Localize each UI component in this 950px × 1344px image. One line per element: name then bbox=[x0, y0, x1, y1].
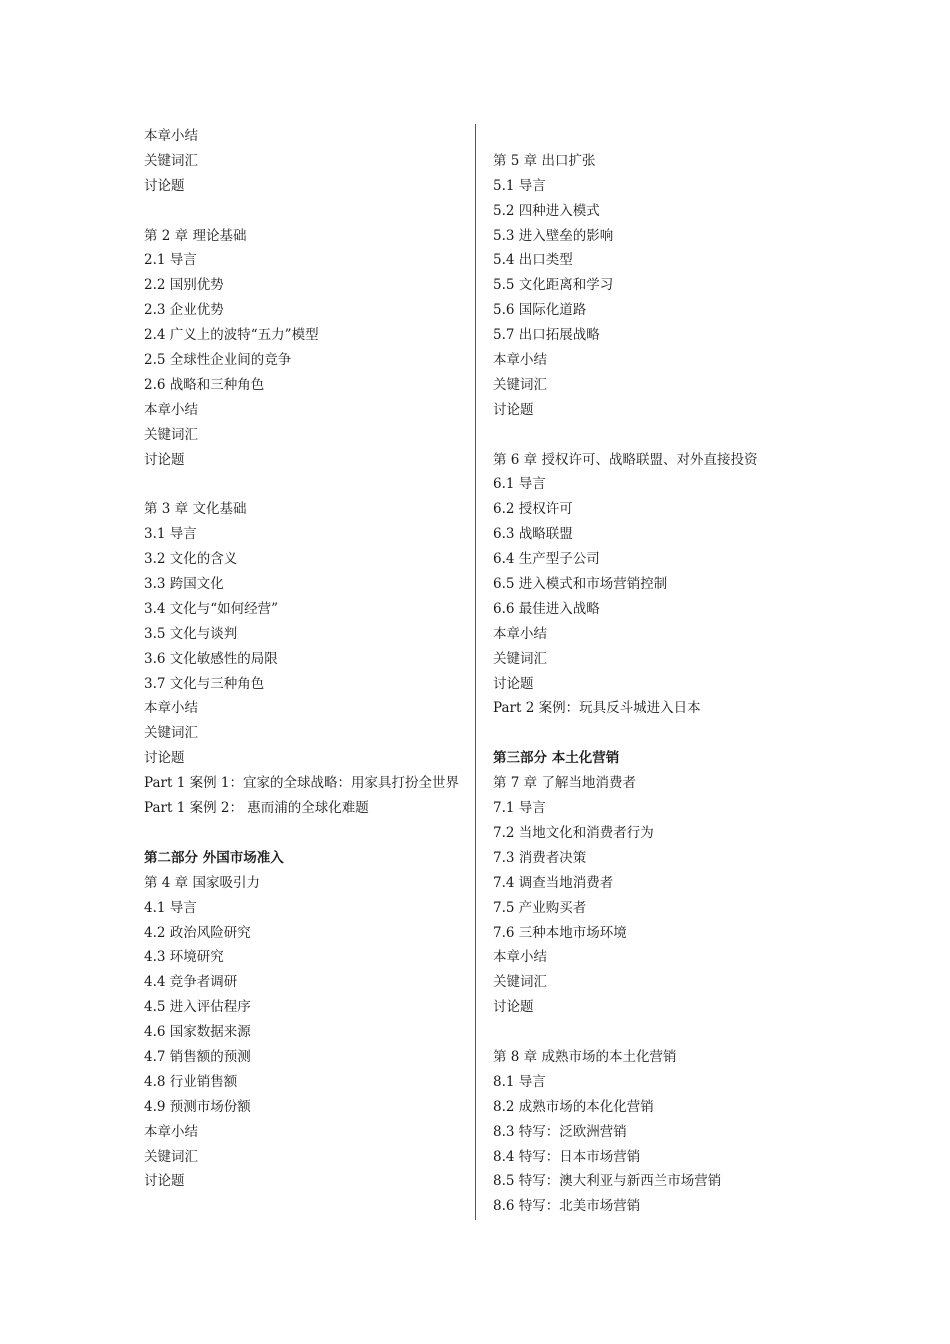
toc-entry: Part 1 案例 2： 惠而浦的全球化难题 bbox=[144, 800, 369, 817]
toc-entry: 8.3 特写：泛欧洲营销 bbox=[493, 1123, 627, 1140]
toc-entry: 6.6 最佳进入战略 bbox=[493, 600, 600, 617]
toc-entry: 5.3 进入壁垒的影响 bbox=[493, 227, 614, 244]
toc-entry: 5.1 导言 bbox=[493, 177, 546, 194]
toc-entry: 6.1 导言 bbox=[493, 476, 546, 493]
part-heading: 第二部分 外国市场准入 bbox=[144, 849, 284, 866]
toc-right-column bbox=[493, 124, 813, 1219]
blank-line bbox=[493, 721, 813, 746]
toc-entry: 4.7 销售额的预测 bbox=[144, 1048, 251, 1065]
toc-entry: 讨论题 bbox=[493, 999, 534, 1016]
toc-entry: 4.9 预测市场份额 bbox=[144, 1098, 251, 1115]
toc-entry: 7.4 调查当地消费者 bbox=[493, 874, 614, 891]
toc-entry: 本章小结 bbox=[493, 352, 547, 369]
toc-entry: 讨论题 bbox=[144, 750, 185, 767]
toc-entry: 3.4 文化与“如何经营” bbox=[144, 600, 279, 617]
toc-entry: 8.1 导言 bbox=[493, 1073, 546, 1090]
toc-entry: 4.3 环境研究 bbox=[144, 949, 224, 966]
blank-line bbox=[144, 821, 462, 846]
column-divider bbox=[475, 124, 476, 1220]
blank-line bbox=[493, 124, 813, 149]
toc-entry: 2.3 企业优势 bbox=[144, 302, 224, 319]
toc-entry: Part 2 案例：玩具反斗城进入日本 bbox=[493, 700, 701, 717]
toc-entry: 讨论题 bbox=[493, 675, 534, 692]
toc-entry: 5.5 文化距离和学习 bbox=[493, 277, 614, 294]
toc-entry: 6.4 生产型子公司 bbox=[493, 551, 600, 568]
toc-entry: 7.6 三种本地市场环境 bbox=[493, 924, 627, 941]
toc-entry: 5.7 出口拓展战略 bbox=[493, 327, 600, 344]
toc-left-column bbox=[144, 124, 462, 1194]
chapter-heading: 第 6 章 授权许可、战略联盟、对外直接投资 bbox=[493, 451, 758, 468]
toc-entry: 关键词汇 bbox=[144, 1148, 198, 1165]
toc-entry: 7.5 产业购买者 bbox=[493, 899, 587, 916]
toc-entry: 讨论题 bbox=[144, 177, 185, 194]
toc-entry: 讨论题 bbox=[144, 451, 185, 468]
toc-entry: 6.3 战略联盟 bbox=[493, 526, 573, 543]
toc-entry: 3.6 文化敏感性的局限 bbox=[144, 650, 278, 667]
chapter-heading: 第 2 章 理论基础 bbox=[144, 227, 247, 244]
toc-entry: 本章小结 bbox=[493, 949, 547, 966]
toc-entry: 本章小结 bbox=[144, 700, 198, 717]
toc-entry: 关键词汇 bbox=[493, 376, 547, 393]
toc-entry: 3.5 文化与谈判 bbox=[144, 625, 238, 642]
toc-entry: 本章小结 bbox=[493, 625, 547, 642]
part-heading: 第三部分 本土化营销 bbox=[493, 750, 620, 767]
toc-entry: 本章小结 bbox=[144, 401, 198, 418]
toc-entry: 3.2 文化的含义 bbox=[144, 551, 238, 568]
blank-line bbox=[493, 423, 813, 448]
toc-entry: 关键词汇 bbox=[144, 152, 198, 169]
toc-entry: 2.1 导言 bbox=[144, 252, 197, 269]
toc-entry: 3.3 跨国文化 bbox=[144, 576, 224, 593]
toc-entry: 8.2 成熟市场的本化化营销 bbox=[493, 1098, 654, 1115]
toc-entry: 2.6 战略和三种角色 bbox=[144, 376, 265, 393]
toc-entry: 7.3 消费者决策 bbox=[493, 849, 587, 866]
toc-entry: 5.6 国际化道路 bbox=[493, 302, 587, 319]
chapter-heading: 第 8 章 成熟市场的本土化营销 bbox=[493, 1048, 677, 1065]
blank-line bbox=[144, 472, 462, 497]
chapter-heading: 第 3 章 文化基础 bbox=[144, 501, 247, 518]
toc-entry: 8.5 特写：澳大利亚与新西兰市场营销 bbox=[493, 1173, 722, 1190]
blank-line bbox=[493, 1020, 813, 1045]
toc-entry: 5.4 出口类型 bbox=[493, 252, 573, 269]
toc-entry: 2.2 国别优势 bbox=[144, 277, 224, 294]
toc-entry: 关键词汇 bbox=[144, 426, 198, 443]
toc-entry: 4.8 行业销售额 bbox=[144, 1073, 238, 1090]
toc-entry: 本章小结 bbox=[144, 1123, 198, 1140]
toc-entry: 讨论题 bbox=[144, 1173, 185, 1190]
toc-entry: 讨论题 bbox=[493, 401, 534, 418]
toc-entry: 3.7 文化与三种角色 bbox=[144, 675, 265, 692]
toc-entry: 6.5 进入模式和市场营销控制 bbox=[493, 576, 668, 593]
toc-entry: 关键词汇 bbox=[144, 725, 198, 742]
chapter-heading: 第 5 章 出口扩张 bbox=[493, 152, 596, 169]
toc-entry: 8.6 特写：北美市场营销 bbox=[493, 1198, 641, 1215]
toc-entry: 4.6 国家数据来源 bbox=[144, 1024, 251, 1041]
toc-entry: 2.4 广义上的波特“五力”模型 bbox=[144, 327, 319, 344]
toc-entry: 4.5 进入评估程序 bbox=[144, 999, 251, 1016]
toc-entry: 3.1 导言 bbox=[144, 526, 197, 543]
toc-entry: 4.1 导言 bbox=[144, 899, 197, 916]
toc-entry: Part 1 案例 1：宜家的全球战略：用家具打扮全世界 bbox=[144, 775, 459, 792]
toc-entry: 6.2 授权许可 bbox=[493, 501, 573, 518]
toc-entry: 2.5 全球性企业间的竞争 bbox=[144, 352, 292, 369]
toc-entry: 关键词汇 bbox=[493, 974, 547, 991]
chapter-heading: 第 7 章 了解当地消费者 bbox=[493, 775, 636, 792]
toc-entry: 4.2 政治风险研究 bbox=[144, 924, 251, 941]
toc-entry: 5.2 四种进入模式 bbox=[493, 202, 600, 219]
toc-entry: 8.4 特写：日本市场营销 bbox=[493, 1148, 641, 1165]
chapter-heading: 第 4 章 国家吸引力 bbox=[144, 874, 260, 891]
toc-entry: 关键词汇 bbox=[493, 650, 547, 667]
toc-entry: 7.2 当地文化和消费者行为 bbox=[493, 824, 654, 841]
toc-entry: 7.1 导言 bbox=[493, 800, 546, 817]
toc-entry: 本章小结 bbox=[144, 128, 198, 144]
blank-line bbox=[144, 199, 462, 224]
toc-entry: 4.4 竞争者调研 bbox=[144, 974, 238, 991]
